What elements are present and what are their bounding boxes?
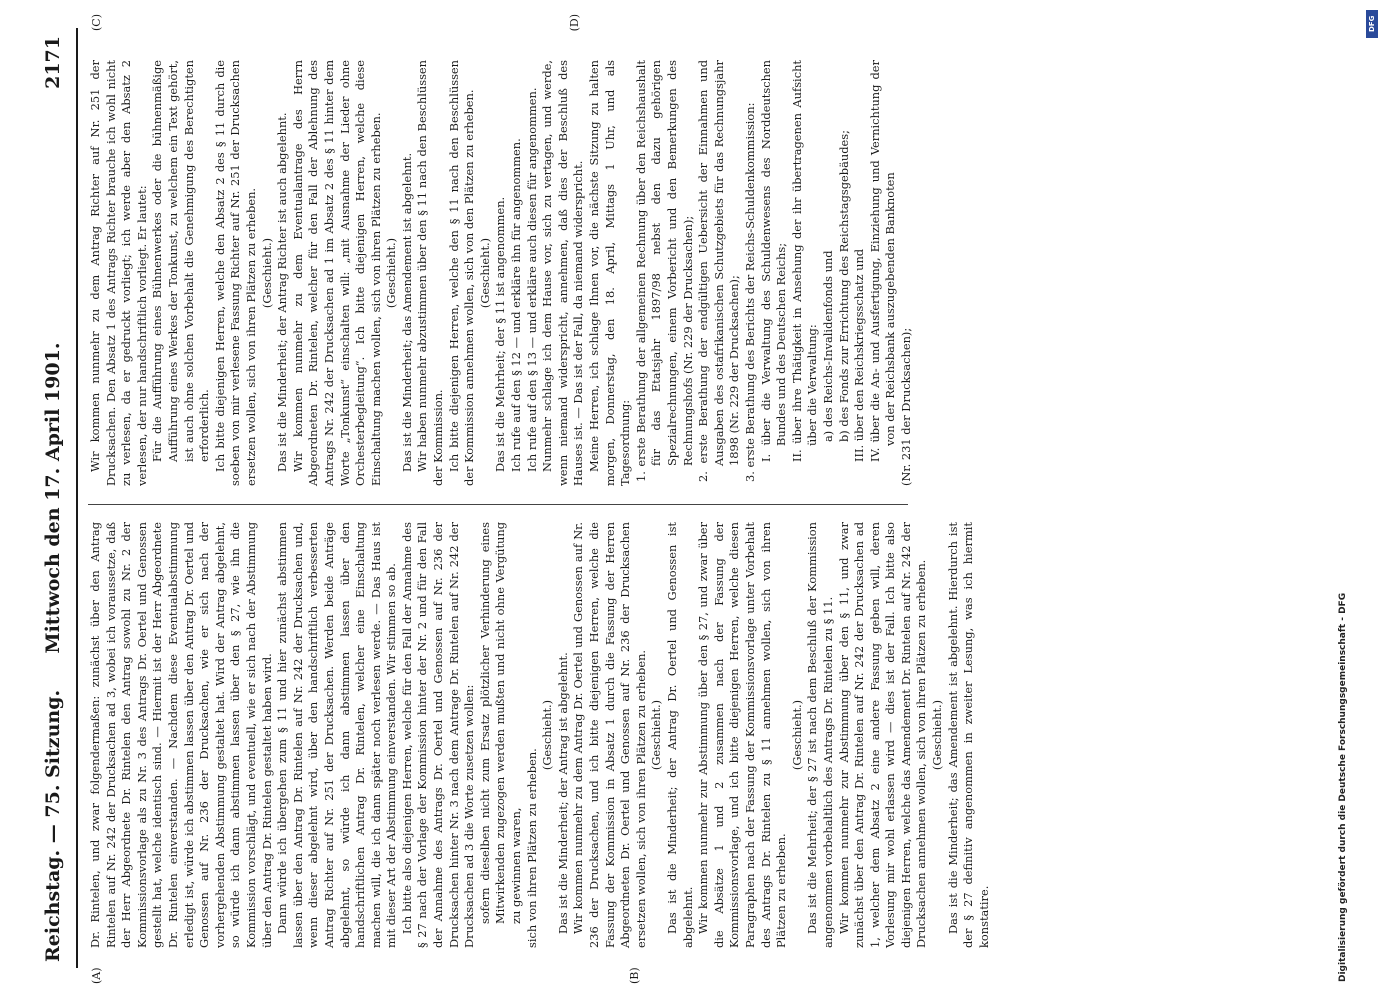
- paragraph: Ich bitte diejenigen Herren, welche den § 11 nach den Beschlüssen der Kommission annehmen wollen, sich von den Plätzen zu erheben.: [446, 60, 477, 486]
- page-number: 2171: [42, 36, 64, 89]
- paragraph: Ich bitte also diejenigen Herren, welche für den Fall der Annahme des § 27 nach der Vorlage der Kommission hinter der Nr. 2 und für den Fall der Annahme des Antrags Dr. Oertel und Genossen auf Nr. 236 der Drucksachen hinter Nr. 3 nach dem Antrage Dr. Rintelen auf Nr. 242 der Drucksachen ad 3 die Worte zusetzen wollen:: [399, 522, 477, 948]
- paragraph: Dann würde ich übergehen zum § 11 und hier zunächst abstimmen lassen über den Antrag Dr. Rintelen auf Nr. 242 der Drucksachen und, wenn dieser abgelehnt wird, über den handschriftlich verbesserten Antrag Richter auf Nr. 251 der Drucksachen. Werden beide Anträge abgelehnt, so würde ich dann abstimmen lassen über den handschriftlichen Antrag Dr. Rintelen, welcher eine Einschaltung machen will, die ich dann später noch verlesen werde. — Das Haus ist mit dieser Art der Abstimmung einverstanden. Wir stimmen so ab.: [275, 522, 399, 948]
- stage-direction: (Geschieht.): [259, 237, 274, 309]
- margin-marker-c: (C): [90, 14, 103, 31]
- paragraph: Meine Herren, ich schlage Ihnen vor, die nächste Sitzung zu halten morgen, Donnerstag, den 18. April, Mittags 1 Uhr, und als Tagesordnung:: [587, 60, 633, 486]
- dfg-logo-icon: DFG: [1366, 10, 1378, 38]
- paragraph: Das ist die Minderheit; der Antrag Richter ist auch abgelehnt.: [275, 112, 290, 472]
- right-column: [88, 60, 914, 486]
- paragraph: Das ist die Minderheit; das Amendement ist abgelehnt.: [399, 152, 414, 472]
- agenda-subsubitem: b) des Fonds zur Errichtung des Reichstagsgebäudes;: [836, 130, 851, 442]
- agenda-subitem: II. über ihre Thätigkeit in Ansehung der ihr übertragenen Aufsicht über die Verwaltung:: [789, 60, 820, 462]
- paragraph: Ich rufe auf den § 12 — und erkläre ihn für angenommen.: [509, 138, 524, 472]
- paragraph: Wir kommen nunmehr zu dem Eventualantrage des Herrn Abgeordneten Dr. Rintelen, welcher für den Fall der Ablehnung des Antrags Nr. 242 der Drucksachen ad 1 im Absatz 2 des § 11 hinter dem Worte „Tonkunst“ einschalten will: „mit Ausnahme der Lieder ohne Orchesterbegleitung“. Ich bitte diejenigen Herren, welche diese Einschaltung machen wollen, sich von ihren Plätzen zu erheben.: [290, 60, 383, 486]
- stage-direction: (Geschieht.): [930, 699, 945, 771]
- stage-direction: (Geschieht.): [477, 237, 492, 309]
- margin-marker-d: (D): [568, 14, 581, 32]
- agenda-item: 2. erste Berathung der endgültigen Uebersicht der Einnahmen und Ausgaben des ostafrikanischen Schutzgebiets für das Rechnungsjahr 1898 (Nr. 229 der Drucksachen);: [696, 60, 742, 482]
- agenda-subitem: IV. über die An- und Ausfertigung, Einziehung und Vernichtung der von der Reichsbank auszugebenden Banknoten: [867, 60, 898, 462]
- agenda-subsubitem: a) des Reichs-Invalidenfonds und: [820, 250, 835, 442]
- agenda-subitem: III. über den Reichskriegsschatz und: [852, 248, 867, 462]
- digitization-footer: [1338, 22, 1358, 1000]
- stage-direction: (Geschieht.): [649, 699, 664, 771]
- column-divider: [88, 504, 908, 505]
- paragraph: Wir haben nunmehr abzustimmen über den § 11 nach den Beschlüssen der Kommission.: [415, 60, 446, 486]
- stage-direction: (Geschieht.): [789, 699, 804, 771]
- agenda-item: 3. erste Berathung des Berichts der Reichs-Schuldenkommission:: [742, 102, 757, 482]
- margin-marker-b: (B): [628, 967, 641, 984]
- header-date: Mittwoch den 17. April 1901.: [42, 342, 64, 654]
- paragraph: Ich rufe auf den § 13 — und erkläre auch diesen für angenommen.: [524, 87, 539, 472]
- margin-marker-a: (A): [90, 967, 103, 984]
- footer-text: Digitalisierung gefördert durch die Deutsche Forschungsgemeinschaft - DFG: [1338, 592, 1348, 982]
- stage-direction: (Geschieht.): [540, 699, 555, 771]
- left-column: [88, 522, 992, 948]
- paragraph: Das ist die Minderheit; das Amendement ist abgelehnt. Hierdurch ist der § 27 definitiv angenommen in zweiter Lesung, was ich hiermit konstatire.: [945, 522, 991, 948]
- stage-direction: (Geschieht.): [384, 237, 399, 309]
- paragraph: Wir kommen nunmehr zu dem Antrag Dr. Oertel und Genossen auf Nr. 236 der Drucksachen, und ich bitte diejenigen Herren, welche die Fassung der Kommission in Absatz 1 durch die Fassung der Herren Abgeordneten Dr. Oertel und Genossen auf Nr. 236 der Drucksachen ersetzen wollen, sich von ihren Plätzen zu erheben.: [571, 522, 648, 948]
- quoted-text: sofern dieselben nicht zum Ersatz plötzlicher Verhinderung eines Mitwirkenden zugezogen werden mußten und nicht ohne Vergütung zu gewinnen waren,: [477, 522, 524, 924]
- header-left: Reichstag. — 75. Sitzung.: [42, 689, 64, 962]
- paragraph: Das ist die Minderheit; der Antrag ist abgelehnt.: [555, 652, 570, 934]
- paragraph: Das ist die Minderheit; der Antrag Dr. Oertel und Genossen ist abgelehnt.: [664, 522, 695, 948]
- agenda-item: 1. erste Berathung der allgemeinen Rechnung über den Reichshaushalt für das Etatsjahr 1897/98 nebst den dazu gehörigen Spezialrechnungen, einem Vorbericht und den Bemerkungen des Rechnungshofs (Nr. 229 der Drucksachen);: [633, 60, 695, 482]
- paragraph: Das ist die Mehrheit; der § 11 ist angenommen.: [493, 196, 508, 472]
- paragraph: Wir kommen nunmehr zur Abstimmung über den § 27, und zwar über die Absätze 1 und 2 zusammen nach der Fassung der Kommissionsvorlage, und ich bitte diejenigen Herren, welche diesen Paragraphen nach der Fassung der Kommissionsvorlage unter Vorbehalt des Antrags Dr. Rintelen zu § 11 annehmen wollen, sich von ihren Plätzen zu erheben.: [696, 522, 789, 948]
- document-page: [28, 14, 1348, 984]
- paragraph: Wir kommen nunmehr zu dem Antrag Richter auf Nr. 251 der Drucksachen. Den Absatz 1 des Antrags Richter brauche ich wohl nicht zu verlesen, da er gedruckt vorliegt; ich werde aber den Absatz 2 verlesen, der nur handschriftlich vorliegt. Er lautet:: [88, 60, 149, 486]
- page-header: [28, 28, 78, 968]
- paragraph: Nunmehr schlage ich dem Hause vor, sich zu vertagen, und werde, wenn niemand widerspricht, annehmen, daß dies der Beschluß des Hauses ist. — Das ist der Fall, da niemand widerspricht.: [540, 60, 586, 486]
- paragraph: Dr. Rintelen, und zwar folgendermaßen: zunächst über den Antrag Rintelen auf Nr. 242 der Drucksachen ad 3, wobei ich voraussetze, daß der Herr Abgeordnete Dr. Rintelen den Antrag sowohl zu Nr. 2 der Kommissionsvorlage als zu Nr. 3 des Antrags Dr. Oertel und Genossen gestellt hat, welche identisch sind. — Hiermit ist der Herr Abgeordnete Dr. Rintelen einverstanden. — Nachdem diese Eventualabstimmung erledigt ist, würde ich abstimmen lassen über den Antrag Dr. Oertel und Genossen auf Nr. 236 der Drucksachen, wie er sich nach der vorhergehenden Abstimmung gestaltet hat. Wird der Antrag abgelehnt, so würde ich dann abstimmen lassen über den § 27, wie ihn die Kommission vorschlägt, und eventuell, wie er sich nach der Abstimmung über den Antrag Dr. Rintelen gestaltet haben wird.: [88, 522, 274, 948]
- paragraph: sich von ihren Plätzen zu erheben.: [524, 748, 539, 948]
- paragraph: Wir kommen nunmehr zur Abstimmung über den § 11, und zwar zunächst über den Antrag Dr. Rintelen auf Nr. 242 der Drucksachen ad 1, welcher dem Absatz 2 eine andere Fassung geben will, deren Vorlesung mir wohl erlassen wird — dies ist der Fall. Ich bitte also diejenigen Herren, welche das Amendement Dr. Rintelen auf Nr. 242 der Drucksachen annehmen wollen, sich von ihren Plätzen zu erheben.: [836, 522, 929, 948]
- paragraph: Ich bitte diejenigen Herren, welche den Absatz 2 des § 11 durch die soeben von mir verlesene Fassung Richter auf Nr. 251 der Drucksachen ersetzen wollen, sich von ihren Plätzen zu erheben.: [212, 60, 258, 486]
- quoted-text: Für die Aufführung eines Bühnenwerkes oder die bühnenmäßige Aufführung eines Werkes der Tonkunst, zu welchem ein Text gehört, ist auch ohne solchen Vorbehalt die Genehmigung des Berechtigten erforderlich.: [150, 60, 212, 462]
- agenda-subitem: I. über die Verwaltung des Schuldenwesens des Norddeutschen Bundes und des Deutschen Reichs;: [758, 60, 789, 462]
- paragraph: (Nr. 231 der Drucksachen);: [898, 327, 913, 486]
- paragraph: Das ist die Mehrheit; der § 27 ist nach dem Beschluß der Kommission angenommen vorbehaltlich des Antrags Dr. Rintelen zu § 11.: [805, 522, 835, 948]
